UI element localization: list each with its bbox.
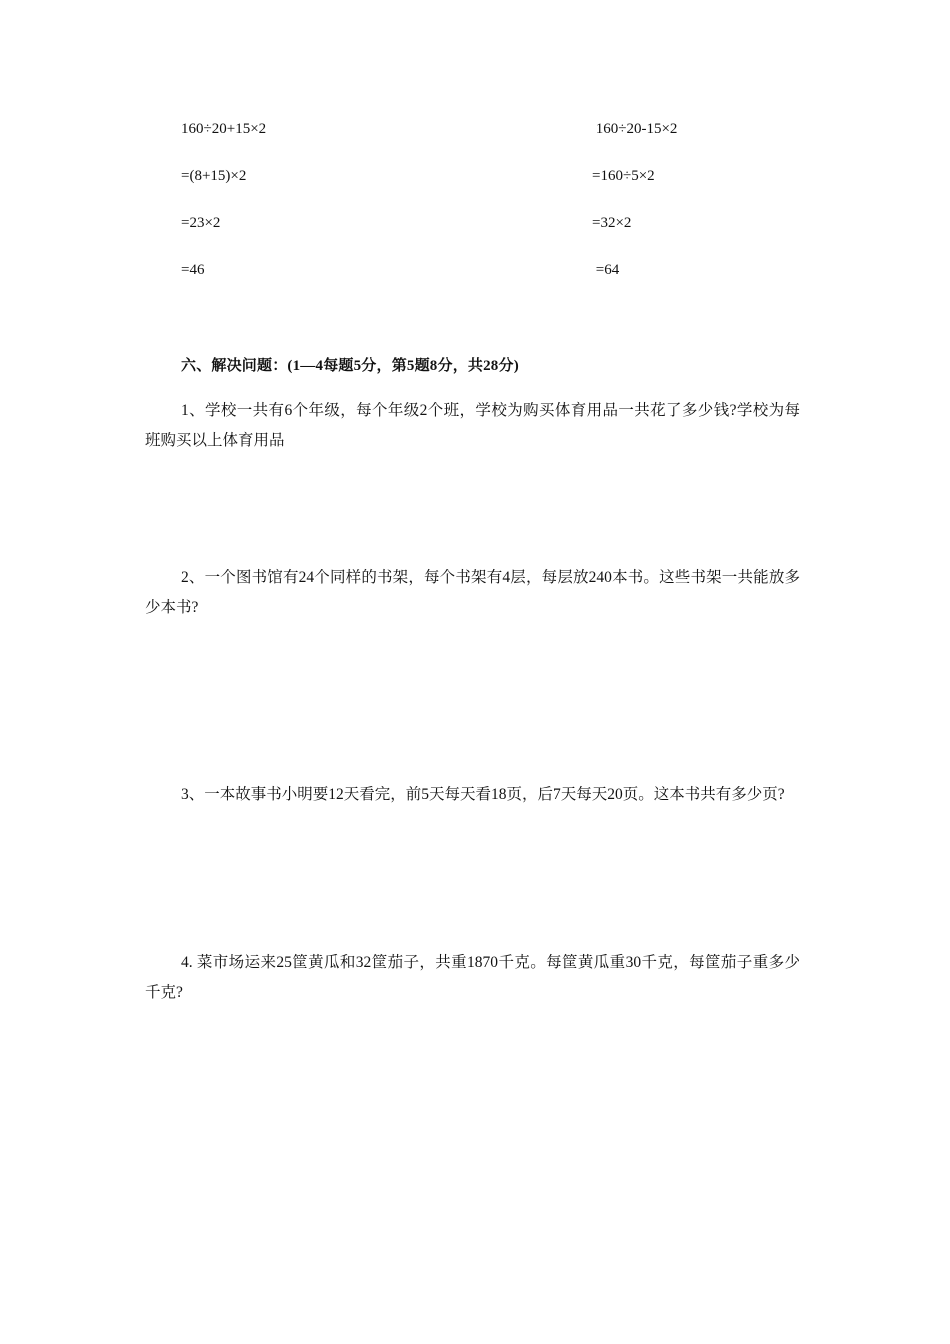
problem-1: 1、学校一共有6个年级，每个年级2个班，学校为购买体育用品一共花了多少钱?学校为每班购买以上体育用品 (145, 402, 800, 449)
problem-3: 3、一本故事书小明要12天看完，前5天每天看18页，后7天每天20页。这本书共有多少页? (181, 786, 785, 803)
problem-2: 2、一个图书馆有24个同样的书架，每个书架有4层，每层放240本书。这些书架一共能放多少本书? (145, 569, 800, 616)
calc-step: 160÷20-15×2 (592, 121, 678, 137)
calc-step: =46 (181, 262, 205, 278)
calc-step: 160÷20+15×2 (181, 121, 267, 137)
calc-step: =160÷5×2 (592, 168, 655, 184)
problem-4: 4. 菜市场运来25筐黄瓜和32筐茄子，共重1870千克。每筐黄瓜重30千克，每筐茄子重多少千克? (145, 954, 800, 1001)
calc-step: =(8+15)×2 (181, 168, 247, 184)
section-heading: 六、解决问题：(1—4每题5分，第5题8分，共28分) (181, 358, 519, 374)
calculation-right (592, 120, 677, 308)
calc-step: =64 (592, 262, 620, 278)
calculation-left (181, 120, 266, 308)
calc-step: =23×2 (181, 215, 221, 231)
calc-step: =32×2 (592, 215, 632, 231)
